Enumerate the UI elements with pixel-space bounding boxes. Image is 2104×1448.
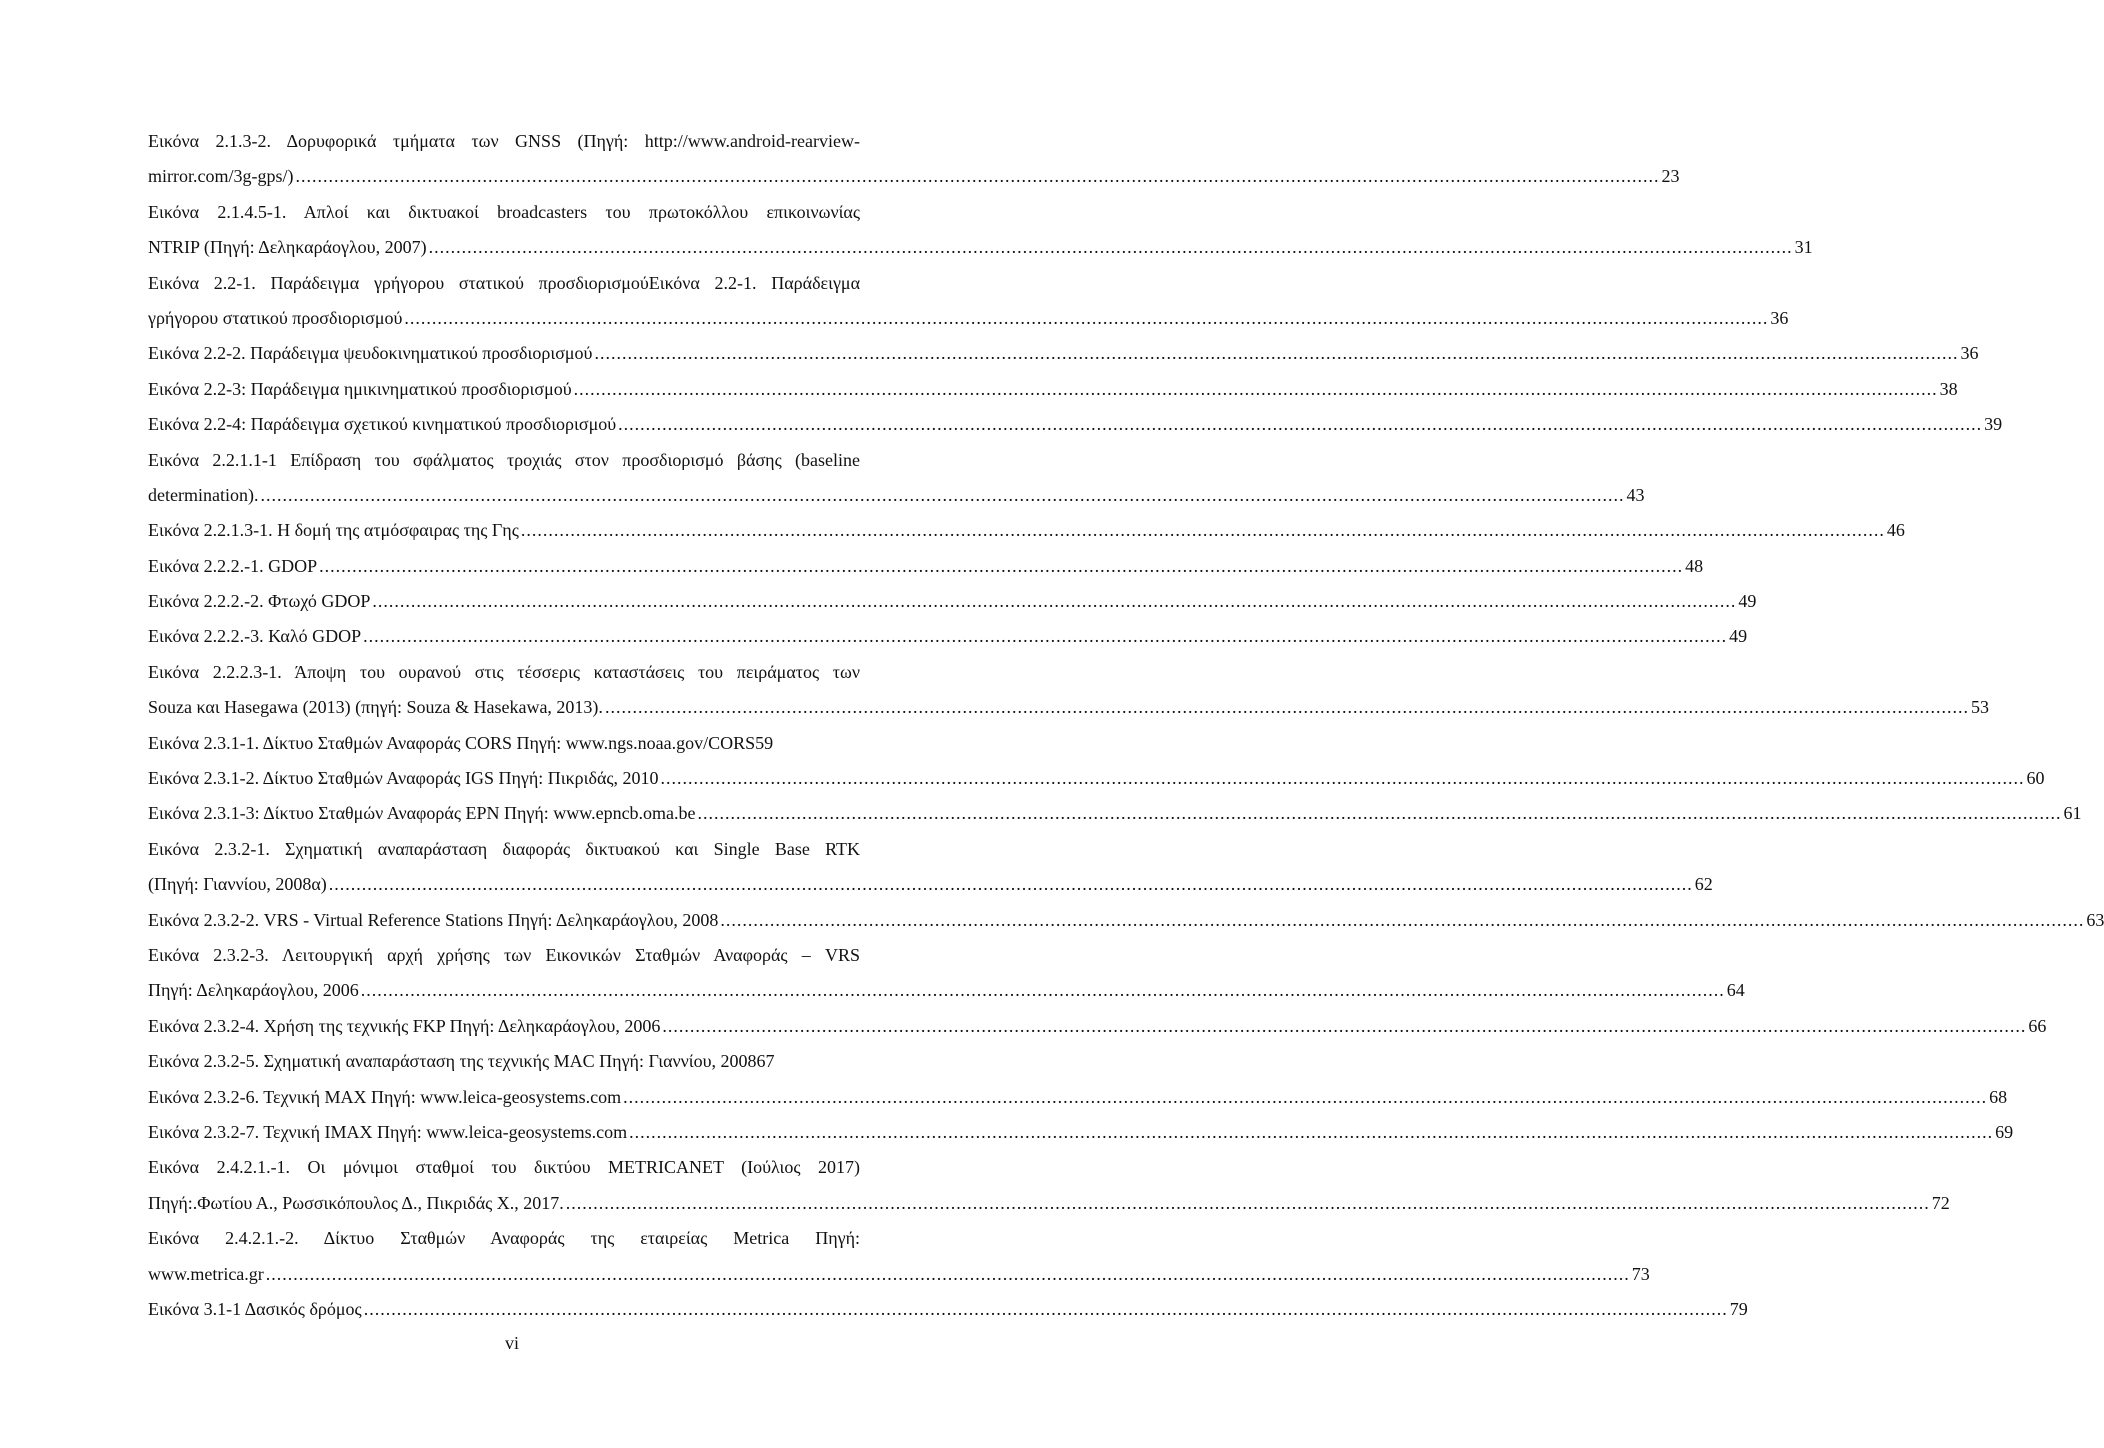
toc-page-number: 79 [1729,1298,1748,1319]
toc-entry-text: Εικόνα 2.2.1.3-1. Η δομή της ατμόσφαιρας της Γης [148,520,519,541]
dot-leader [574,372,1938,407]
toc-entry[interactable] [148,655,1989,726]
dot-leader [319,549,1683,584]
toc-entry[interactable] [148,832,1713,903]
toc-entry-text: NTRIP (Πηγή: Δεληκαράογλου, 2007) [148,237,427,258]
toc-entry[interactable] [148,124,1680,195]
toc-entry-text: Εικόνα 2.2-3: Παράδειγμα ημικινηματικού προσδιορισμού [148,378,572,399]
toc-page-number: 48 [1685,555,1704,576]
toc-page-number: 61 [2063,803,2082,824]
toc-page-number: 43 [1626,484,1645,505]
toc-entry[interactable] [148,1150,1950,1221]
dot-leader [566,1186,1930,1221]
toc-entry[interactable] [148,513,1905,548]
toc-page-number: 66 [2028,1015,2047,1036]
toc-entry-text: Εικόνα 2.1.3-2. Δορυφορικά τμήματα των GNSS (Πηγή: http://www.android-rearview- [148,131,860,151]
toc-entry[interactable] [148,195,1813,266]
toc-entry[interactable] [148,761,2045,796]
toc-entry-text: Εικόνα 2.4.2.1.-2. Δίκτυο Σταθμών Αναφοράς της εταιρείας Metrica Πηγή: [148,1228,860,1249]
toc-entry[interactable] [148,938,1745,1009]
dot-leader [521,513,1885,548]
toc-page-number: 53 [1970,697,1989,718]
toc-entry[interactable] [148,726,860,761]
toc-entry-text: Εικόνα 2.3.2-7. Τεχνική IMAX Πηγή: www.leica-geosystems.com [148,1121,628,1142]
toc-entry[interactable] [148,584,1757,619]
toc-entry[interactable] [148,1115,2014,1150]
toc-entry-text: Εικόνα 2.2.1.1-1 Επίδραση του σφάλματος τροχιάς στον προσδιορισμό βάσης (baseline [148,449,860,470]
toc-entry-text: determination). [148,484,259,505]
dot-leader [260,478,1624,513]
toc-entry[interactable] [148,1292,1748,1327]
toc-page-number: 60 [2026,768,2045,789]
toc-entry-text: Εικόνα 2.4.2.1.-1. Οι μόνιμοι σταθμοί του δικτύου METRICANET (Ιούλιος 2017) [148,1157,860,1178]
toc-entry-text: Εικόνα 2.2-1. Παράδειγμα γρήγορου στατικού προσδιορισμούΕικόνα 2.2-1. Παράδειγμα [148,272,860,293]
toc-page-number: 31 [1794,237,1813,258]
toc-entry-text: Εικόνα 2.2.2.3-1. Άποψη του ουρανού στις τέσσερις καταστάσεις του πειράματος των [148,661,860,682]
toc-entry-text: Εικόνα 2.3.2-1. Σχηματική αναπαράσταση διαφοράς δικτυακού και Single Base RTK [148,838,860,859]
dot-leader [605,690,1969,725]
toc-page-number: 39 [1984,414,2003,435]
toc-entry-text: Εικόνα 2.2-2. Παράδειγμα ψευδοκινηματικού προσδιορισμού [148,343,593,364]
toc-page-number: 69 [1995,1121,2014,1142]
toc-entry-text: Εικόνα 2.3.2-6. Τεχνική MAX Πηγή: www.leica-geosystems.com [148,1086,622,1107]
toc-entry[interactable] [148,619,1748,654]
toc-page-number: 59 [755,732,774,753]
toc-page-number: 49 [1738,591,1757,612]
dot-leader [594,336,1958,371]
toc-entry[interactable] [148,796,2082,831]
toc-entry-text: Εικόνα 2.2.2.-2. Φτωχό GDOP [148,591,371,612]
toc-page-number: 46 [1886,520,1905,541]
dot-leader [329,867,1693,902]
toc-entry-text: Εικόνα 2.3.1-3: Δίκτυο Σταθμών Αναφοράς EPN Πηγή: www.epncb.oma.be [148,803,696,824]
dot-leader [662,1009,2026,1044]
toc-entry[interactable] [148,1009,2047,1044]
dot-leader [629,1115,1993,1150]
toc-entry-text: Εικόνα 2.3.2-2. VRS - Virtual Reference Stations Πηγή: Δεληκαράογλου, 2008 [148,909,719,930]
toc-page-number: 36 [1960,343,1979,364]
dot-leader [295,159,1659,194]
toc-entry-text: γρήγορου στατικού προσδιορισμού [148,307,403,328]
toc-page-number: 63 [2086,909,2104,930]
toc-entry-text: Εικόνα 2.2.2.-3. Καλό GDOP [148,626,362,647]
toc-entry[interactable] [148,549,1704,584]
toc-entry[interactable] [148,1221,1650,1292]
dot-leader [364,1292,1728,1327]
toc-entry-text: Εικόνα 2.3.1-2. Δίκτυο Σταθμών Αναφοράς IGS Πηγή: Πικριδάς, 2010 [148,768,659,789]
toc-entry-text: Εικόνα 2.3.2-5. Σχηματική αναπαράσταση της τεχνικής MAC Πηγή: Γιαννίου, 2008 [148,1051,757,1072]
toc-entry[interactable] [148,903,2104,938]
toc-entry-text: Εικόνα 3.1-1 Δασικός δρόμος [148,1298,362,1319]
dot-leader [372,584,1736,619]
toc-entry-text: Πηγή: Δεληκαράογλου, 2006 [148,980,359,1001]
toc-entry-text: Εικόνα 2.3.2-3. Λειτουργική αρχή χρήσης των Εικονικών Σταθμών Αναφοράς – VRS [148,944,860,965]
dot-leader [618,407,1982,442]
toc-page-number: 49 [1729,626,1748,647]
toc-entry[interactable] [148,1044,860,1079]
toc-entry-text: Εικόνα 2.3.1-1. Δίκτυο Σταθμών Αναφοράς CORS Πηγή: www.ngs.noaa.gov/CORS [148,732,756,753]
dot-leader [404,301,1768,336]
dot-leader [698,796,2062,831]
dot-leader [363,619,1727,654]
toc-page-number: 73 [1631,1263,1650,1284]
toc-entry-text: Souza και Hasegawa (2013) (πηγή: Souza & Hasekawa, 2013). [148,697,603,718]
toc-page-number: 67 [756,1051,775,1072]
toc-page-number: 72 [1931,1192,1950,1213]
toc-page-number: 68 [1989,1086,2008,1107]
dot-leader [429,230,1793,265]
dot-leader [661,761,2025,796]
toc-entry-text: Εικόνα 2.2.2.-1. GDOP [148,555,318,576]
toc-page-number: 38 [1939,378,1958,399]
toc-page-number: 23 [1661,166,1680,187]
toc-entry[interactable] [148,443,1645,514]
toc-entry[interactable] [148,407,2003,442]
list-of-figures [148,124,2104,1327]
toc-entry-text: Εικόνα 2.3.2-4. Χρήση της τεχνικής FKP Πηγή: Δεληκαράογλου, 2006 [148,1015,661,1036]
toc-entry[interactable] [148,336,1979,371]
dot-leader [266,1257,1630,1292]
toc-entry-text: (Πηγή: Γιαννίου, 2008α) [148,874,327,895]
toc-page-number: 36 [1770,307,1789,328]
dot-leader [720,903,2084,938]
toc-page-number: 64 [1726,980,1745,1001]
toc-page-number: 62 [1694,874,1713,895]
toc-entry-text: Εικόνα 2.1.4.5-1. Απλοί και δικτυακοί broadcasters του πρωτοκόλλου επικοινωνίας [148,201,860,222]
dot-leader [361,973,1725,1008]
dot-leader [623,1080,1987,1115]
toc-entry[interactable] [148,1080,2008,1115]
toc-entry[interactable] [148,266,1789,337]
toc-entry[interactable] [148,372,1958,407]
toc-entry-text: Πηγή:.Φωτίου Α., Ρωσσικόπουλος Δ., Πικριδάς Χ., 2017. [148,1192,564,1213]
toc-entry-text: mirror.com/3g-gps/) [148,166,294,187]
page-number: vi [504,1333,519,1353]
toc-entry-text: Εικόνα 2.2-4: Παράδειγμα σχετικού κινηματικού προσδιορισμού [148,414,617,435]
toc-entry-text: www.metrica.gr [148,1263,264,1284]
